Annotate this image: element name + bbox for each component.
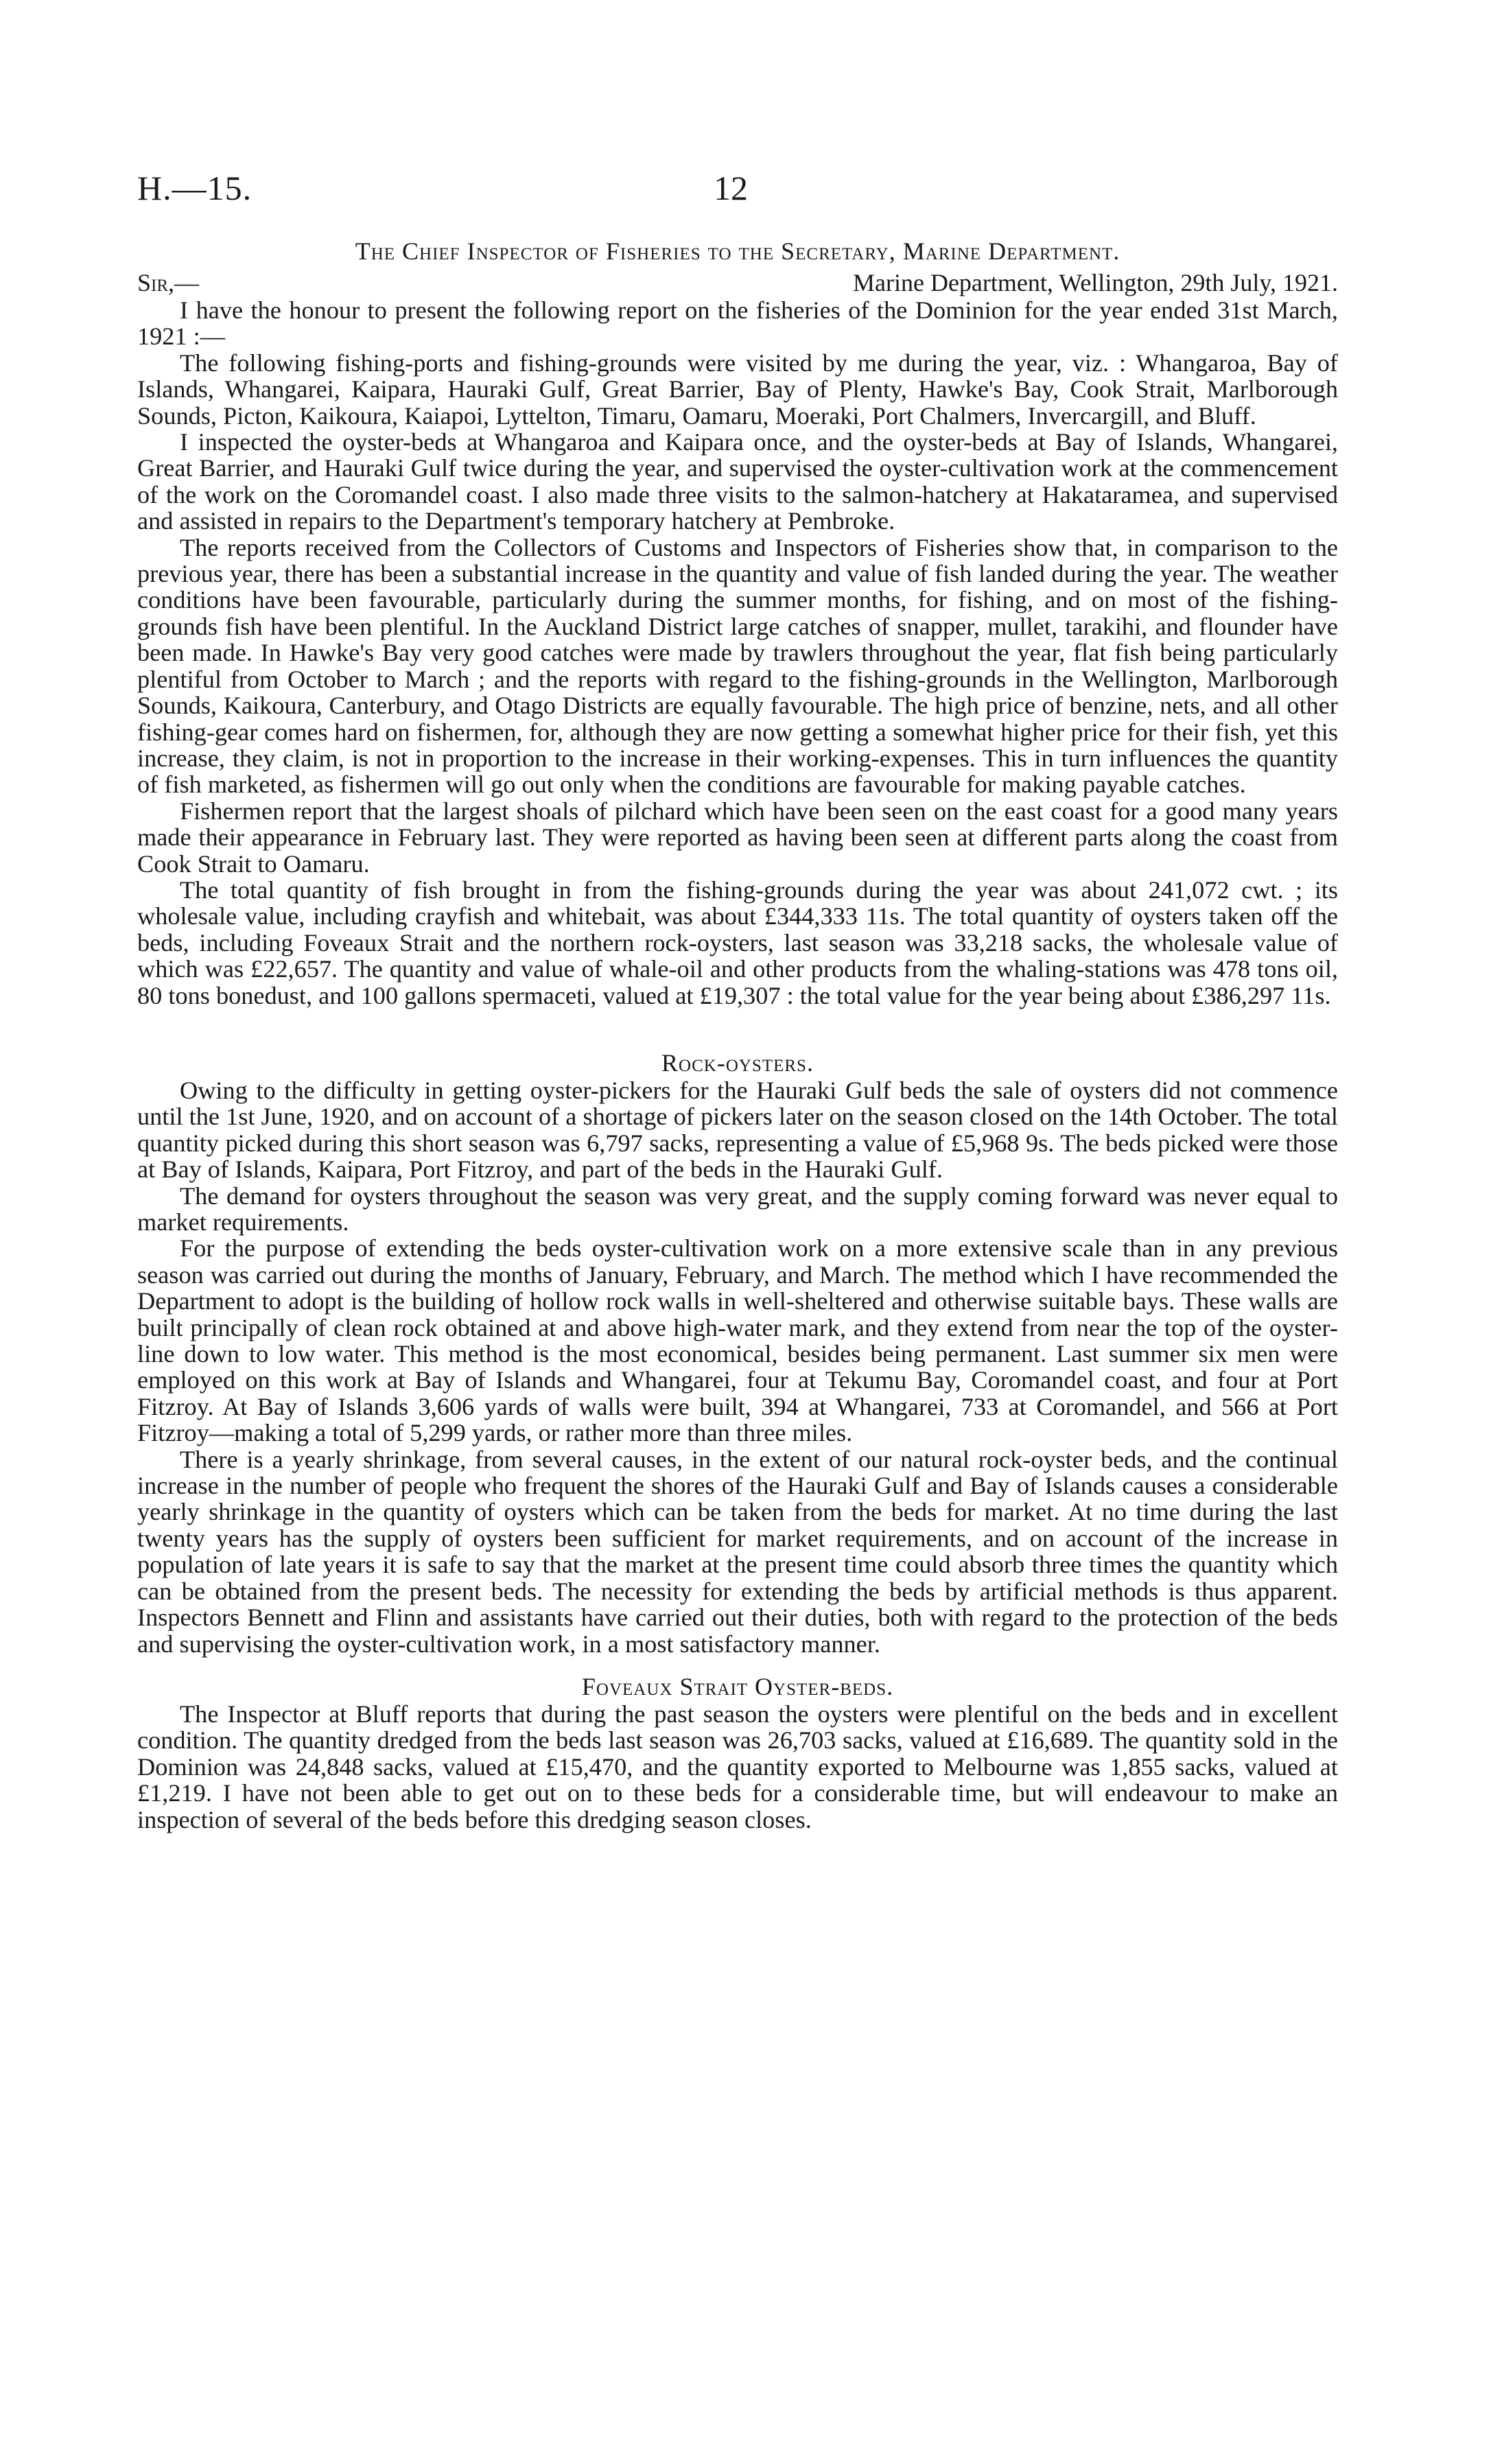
paragraph: The demand for oysters throughout the season was very great, and the supply coming forward was never equal to market requirements.	[137, 1182, 1338, 1236]
paragraph: The following fishing-ports and fishing-grounds were visited by me during the year, viz. : Whangaroa, Bay of Islands, Whangarei, Kaipara, Hauraki Gulf, Great Barrier, Bay of Plenty, Hawke's Bay, Cook Strait, Marlborough Sounds, Picton, Kaikoura, Kaiapoi, Lyttelton, Timaru, Oamaru, Moeraki, Port Chalmers, Invercargill, and Bluff.	[137, 349, 1338, 430]
paragraph: The Inspector at Bluff reports that during the past season the oysters were plentiful on the beds and in excellent condition. The quantity dredged from the beds last season was 26,703 sacks, valued at £16,689. The quantity sold in the Dominion was 24,848 sacks, valued at £15,470, and the quantity exported to Melbourne was 1,855 sacks, valued at £1,219. I have not been able to get out on to these beds for a considerable time, but will endeavour to make an inspection of several of the beds before this dredging season closes.	[137, 1700, 1338, 1833]
document-code: H.—15.	[137, 169, 253, 207]
paragraph: For the purpose of extending the beds oyster-cultivation work on a more extensive scale than in any previous season was carried out during the months of January, February, and March. The method which I have recommended the Department to adopt is the building of hollow rock walls in well-sheltered and otherwise suitable bays. These walls are built principally of clean rock obtained at and above high-water mark, and they extend from near the top of the oyster-line down to low water. This method is the most economical, besides being permanent. Last summer six men were employed on this work at Bay of Islands and Whangarei, four at Tekumu Bay, Coromandel coast, and four at Port Fitzroy. At Bay of Islands 3,606 yards of walls were built, 394 at Whangarei, 733 at Coromandel, and 566 at Port Fitzroy—making a total of 5,299 yards, or rather more than three miles.	[137, 1234, 1338, 1447]
paragraph: Fishermen report that the largest shoals of pilchard which have been seen on the east coast for a good many years made their appearance in February last. They were reported as having been seen at different parts along the coast from Cook Strait to Oamaru.	[137, 797, 1338, 878]
section-heading-rock-oysters: Rock-oysters.	[661, 1048, 814, 1077]
paragraph: There is a yearly shrinkage, from several causes, in the extent of our natural rock-oyster beds, and the continual increase in the number of people who frequent the shores of the Hauraki Gulf and Bay of Islands causes a considerable yearly shrinkage in the quantity of oysters which can be taken from the beds for market. At no time during the last twenty years has the supply of oysters been sufficient for market requirements, and on account of the increase in population of late years it is safe to say that the market at the present time could absorb three times the quantity which can be obtained from the present beds. The necessity for extending the beds by artificial methods is thus apparent. Inspectors Bennett and Flinn and assistants have carried out their duties, both with regard to the protection of the beds and supervising the oyster-cultivation work, in a most satisfactory manner.	[137, 1445, 1338, 1658]
salutation-row	[137, 268, 1338, 297]
section-heading-foveaux-strait: Foveaux Strait Oyster-beds.	[581, 1672, 894, 1700]
paragraph: The reports received from the Collectors of Customs and Inspectors of Fisheries show that, in comparison to the previous year, there has been a substantial increase in the quantity and value of fish landed during the year. The weather conditions have been favourable, particularly during the summer months, for fishing, and on most of the fishing-grounds fish have been plentiful. In the Auckland District large catches of snapper, mullet, tarakihi, and flounder have been made. In Hawke's Bay very good catches were made by trawlers throughout the year, flat fish being particularly plentiful from October to March ; and the reports with regard to the fishing-grounds in the Wellington, Marlborough Sounds, Kaikoura, Canterbury, and Otago Districts are equally favourable. The high price of benzine, nets, and all other fishing-gear comes hard on fishermen, for, although they are now getting a somewhat higher price for their fish, yet this increase, they claim, is not in proportion to the increase in their working-expenses. This in turn influences the quantity of fish marketed, as fishermen will go out only when the conditions are favourable for making payable catches.	[137, 533, 1338, 799]
section-spacer	[137, 1009, 1338, 1048]
page-number: 12	[714, 169, 748, 207]
paragraph: I inspected the oyster-beds at Whangaroa and Kaipara once, and the oyster-beds at Bay of Islands, Whangarei, Great Barrier, and Hauraki Gulf twice during the year, and supervised the oyster-cultivation work at the commencement of the work on the Coromandel coast. I also made three visits to the salmon-hatchery at Hakataramea, and supervised and assisted in repairs to the Department's temporary hatchery at Pembroke.	[137, 428, 1338, 535]
paragraph: Owing to the difficulty in getting oyster-pickers for the Hauraki Gulf beds the sale of oysters did not commence until the 1st June, 1920, and on account of a shortage of pickers later on the season closed on the 14th October. The total quantity picked during this short season was 6,797 sacks, representing a value of £5,968 9s. The beds picked were those at Bay of Islands, Kaipara, Port Fitzroy, and part of the beds in the Hauraki Gulf.	[137, 1076, 1338, 1184]
dateline: Marine Department, Wellington, 29th July, 1921.	[853, 269, 1338, 296]
paragraph: The total quantity of fish brought in from the fishing-grounds during the year was about 241,072 cwt. ; its wholesale value, including crayfish and whitebait, was about £344,333 11s. The total quantity of oysters taken off the beds, including Foveaux Strait and the northern rock-oysters, last season was 33,218 sacks, the wholesale value of which was £22,657. The quantity and value of whale-oil and other products from the whaling-stations was 478 tons oil, 80 tons bonedust, and 100 gallons spermaceti, valued at £19,307 : the total value for the year being about £386,297 11s.	[137, 876, 1338, 1009]
salutation: Sir,—	[137, 269, 200, 296]
letter-heading: The Chief Inspector of Fisheries to the Secretary, Marine Department.	[355, 237, 1120, 265]
document-body	[137, 237, 1338, 1833]
section-spacer	[137, 1657, 1338, 1672]
paragraph: I have the honour to present the following report on the fisheries of the Dominion for the year ended 31st March, 1921 :—	[137, 296, 1338, 351]
